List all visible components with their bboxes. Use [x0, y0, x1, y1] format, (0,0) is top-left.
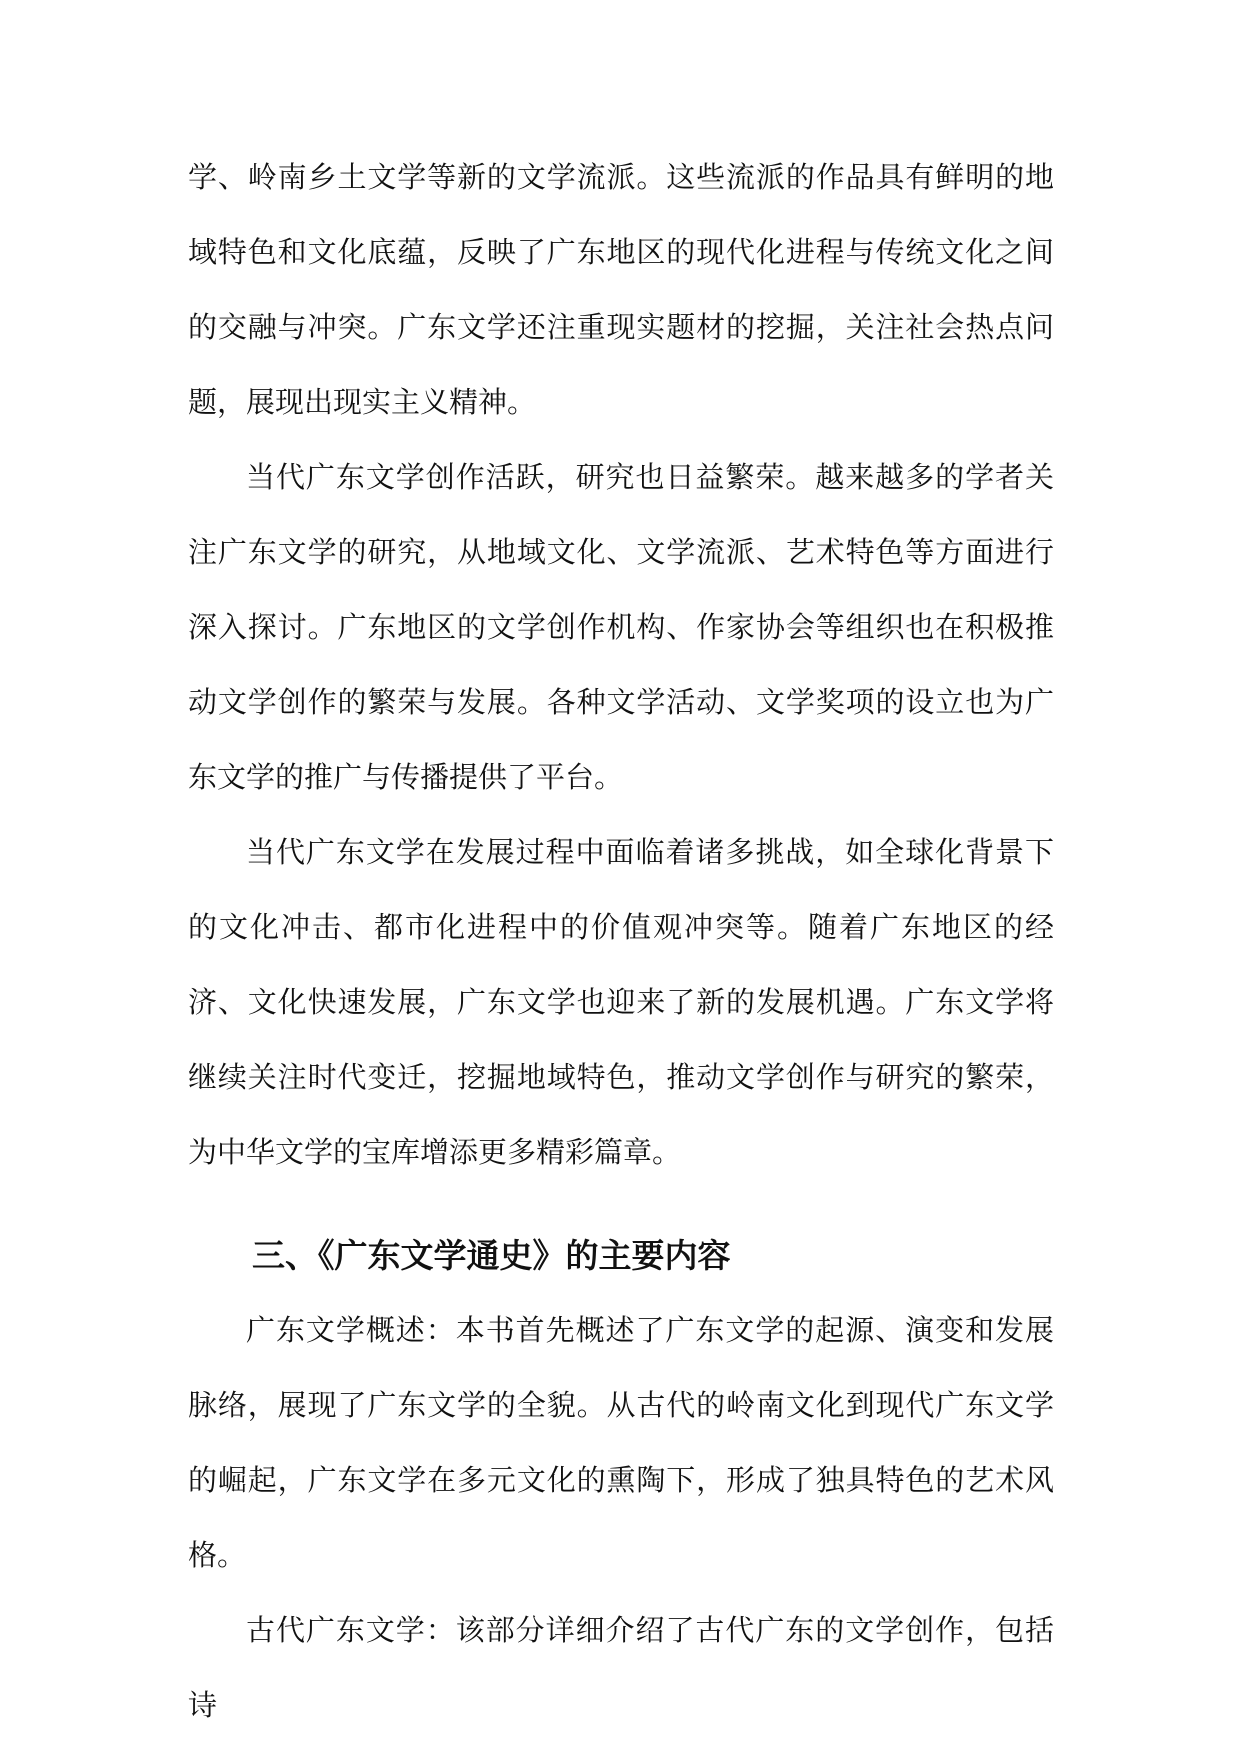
paragraph-3: 当代广东文学在发展过程中面临着诸多挑战，如全球化背景下的文化冲击、都市化进程中的价值观冲突等。随着广东地区的经济、文化快速发展，广东文学也迎来了新的发展机遇。广东文学将继续关注时代变迁，挖掘地域特色，推动文学创作与研究的繁荣，为中华文学的宝库增添更多精彩篇章。 [188, 835, 1054, 1169]
paragraph-4: 广东文学概述：本书首先概述了广东文学的起源、演变和发展脉络，展现了广东文学的全貌。从古代的岭南文化到现代广东文学的崛起，广东文学在多元文化的熏陶下，形成了独具特色的艺术风格。 [188, 1313, 1054, 1572]
paragraph-2: 当代广东文学创作活跃，研究也日益繁荣。越来越多的学者关注广东文学的研究，从地域文化、文学流派、艺术特色等方面进行深入探讨。广东地区的文学创作机构、作家协会等组织也在积极推动文学创作的繁荣与发展。各种文学活动、文学奖项的设立也为广东文学的推广与传播提供了平台。 [188, 460, 1054, 794]
paragraph-5: 古代广东文学：该部分详细介绍了古代广东的文学创作，包括诗 [188, 1613, 1054, 1722]
section-heading: 三、《广东文学通史》的主要内容 [252, 1236, 731, 1275]
document-body [188, 140, 1054, 1743]
paragraph-1: 学、岭南乡土文学等新的文学流派。这些流派的作品具有鲜明的地域特色和文化底蕴，反映了广东地区的现代化进程与传统文化之间的交融与冲突。广东文学还注重现实题材的挖掘，关注社会热点问题，展现出现实主义精神。 [188, 160, 1054, 419]
